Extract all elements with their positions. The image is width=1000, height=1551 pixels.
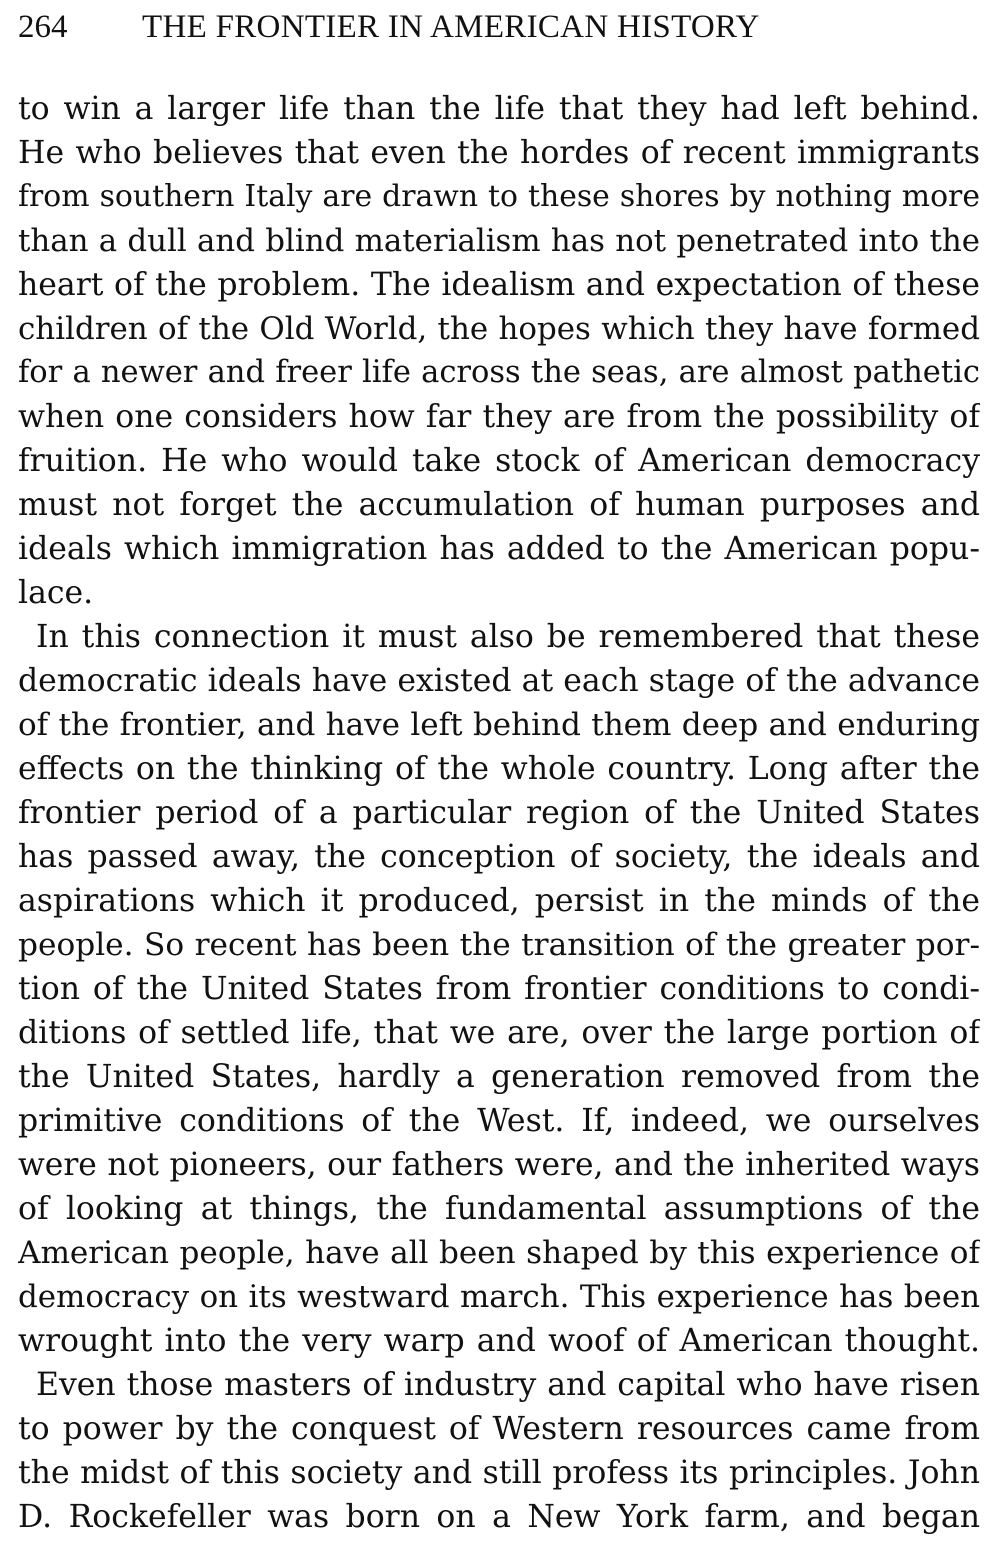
- text-line: of the frontier, and have left behind them deep and enduring: [18, 707, 980, 743]
- text-line: Even those masters of industry and capital who have risen: [36, 1367, 980, 1403]
- text-line: frontier period of a particular region of the United States: [18, 795, 980, 831]
- text-line: children of the Old World, the hopes which they have formed: [18, 311, 980, 347]
- text-line: must not forget the accumulation of human purposes and: [18, 487, 980, 523]
- text-line: ditions of settled life, that we are, over the large portion of: [18, 1015, 980, 1051]
- text-line: American people, have all been shaped by this experience of: [18, 1235, 980, 1271]
- page-header: [18, 2, 978, 52]
- text-line: from southern Italy are drawn to these shores by nothing more: [18, 179, 980, 214]
- text-line: lace.: [18, 575, 94, 611]
- text-line: when one considers how far they are from the possibility of: [18, 399, 980, 435]
- text-line: He who believes that even the hordes of recent immigrants: [18, 135, 980, 171]
- text-line: fruition. He who would take stock of American democracy: [18, 443, 980, 479]
- text-line: effects on the thinking of the whole country. Long after the: [18, 751, 980, 787]
- text-line: of looking at things, the fundamental assumptions of the: [18, 1191, 980, 1227]
- text-line: ideals which immigration has added to the American popu-: [18, 531, 980, 567]
- text-line: democracy on its westward march. This experience has been: [18, 1279, 980, 1315]
- body-text: [18, 87, 980, 1539]
- text-line: In this connection it must also be remembered that these: [36, 619, 980, 655]
- text-line: the midst of this society and still profess its principles. John: [18, 1455, 980, 1491]
- text-line: for a newer and freer life across the seas, are almost pathetic: [18, 355, 980, 390]
- text-line: primitive conditions of the West. If, indeed, we ourselves: [18, 1103, 980, 1139]
- text-line: tion of the United States from frontier conditions to condi-: [18, 971, 980, 1007]
- text-line: aspirations which it produced, persist in the minds of the: [18, 883, 980, 919]
- text-line: has passed away, the conception of society, the ideals and: [18, 839, 980, 875]
- text-line: people. So recent has been the transition of the greater por-: [18, 927, 980, 963]
- text-line: to win a larger life than the life that they had left behind.: [18, 91, 980, 127]
- text-line: were not pioneers, our fathers were, and the inherited ways: [18, 1147, 980, 1183]
- text-line: to power by the conquest of Western resources came from: [18, 1411, 980, 1447]
- text-line: than a dull and blind materialism has not penetrated into the: [18, 223, 980, 259]
- page-number: 264: [18, 9, 68, 45]
- text-line: the United States, hardly a generation removed from the: [18, 1059, 980, 1095]
- text-line: democratic ideals have existed at each stage of the advance: [18, 663, 980, 699]
- text-line: wrought into the very warp and woof of American thought.: [18, 1323, 980, 1359]
- text-line: heart of the problem. The idealism and expectation of these: [18, 267, 980, 303]
- text-line: D. Rockefeller was born on a New York farm, and began: [18, 1499, 980, 1535]
- running-head: THE FRONTIER IN AMERICAN HISTORY: [142, 9, 760, 45]
